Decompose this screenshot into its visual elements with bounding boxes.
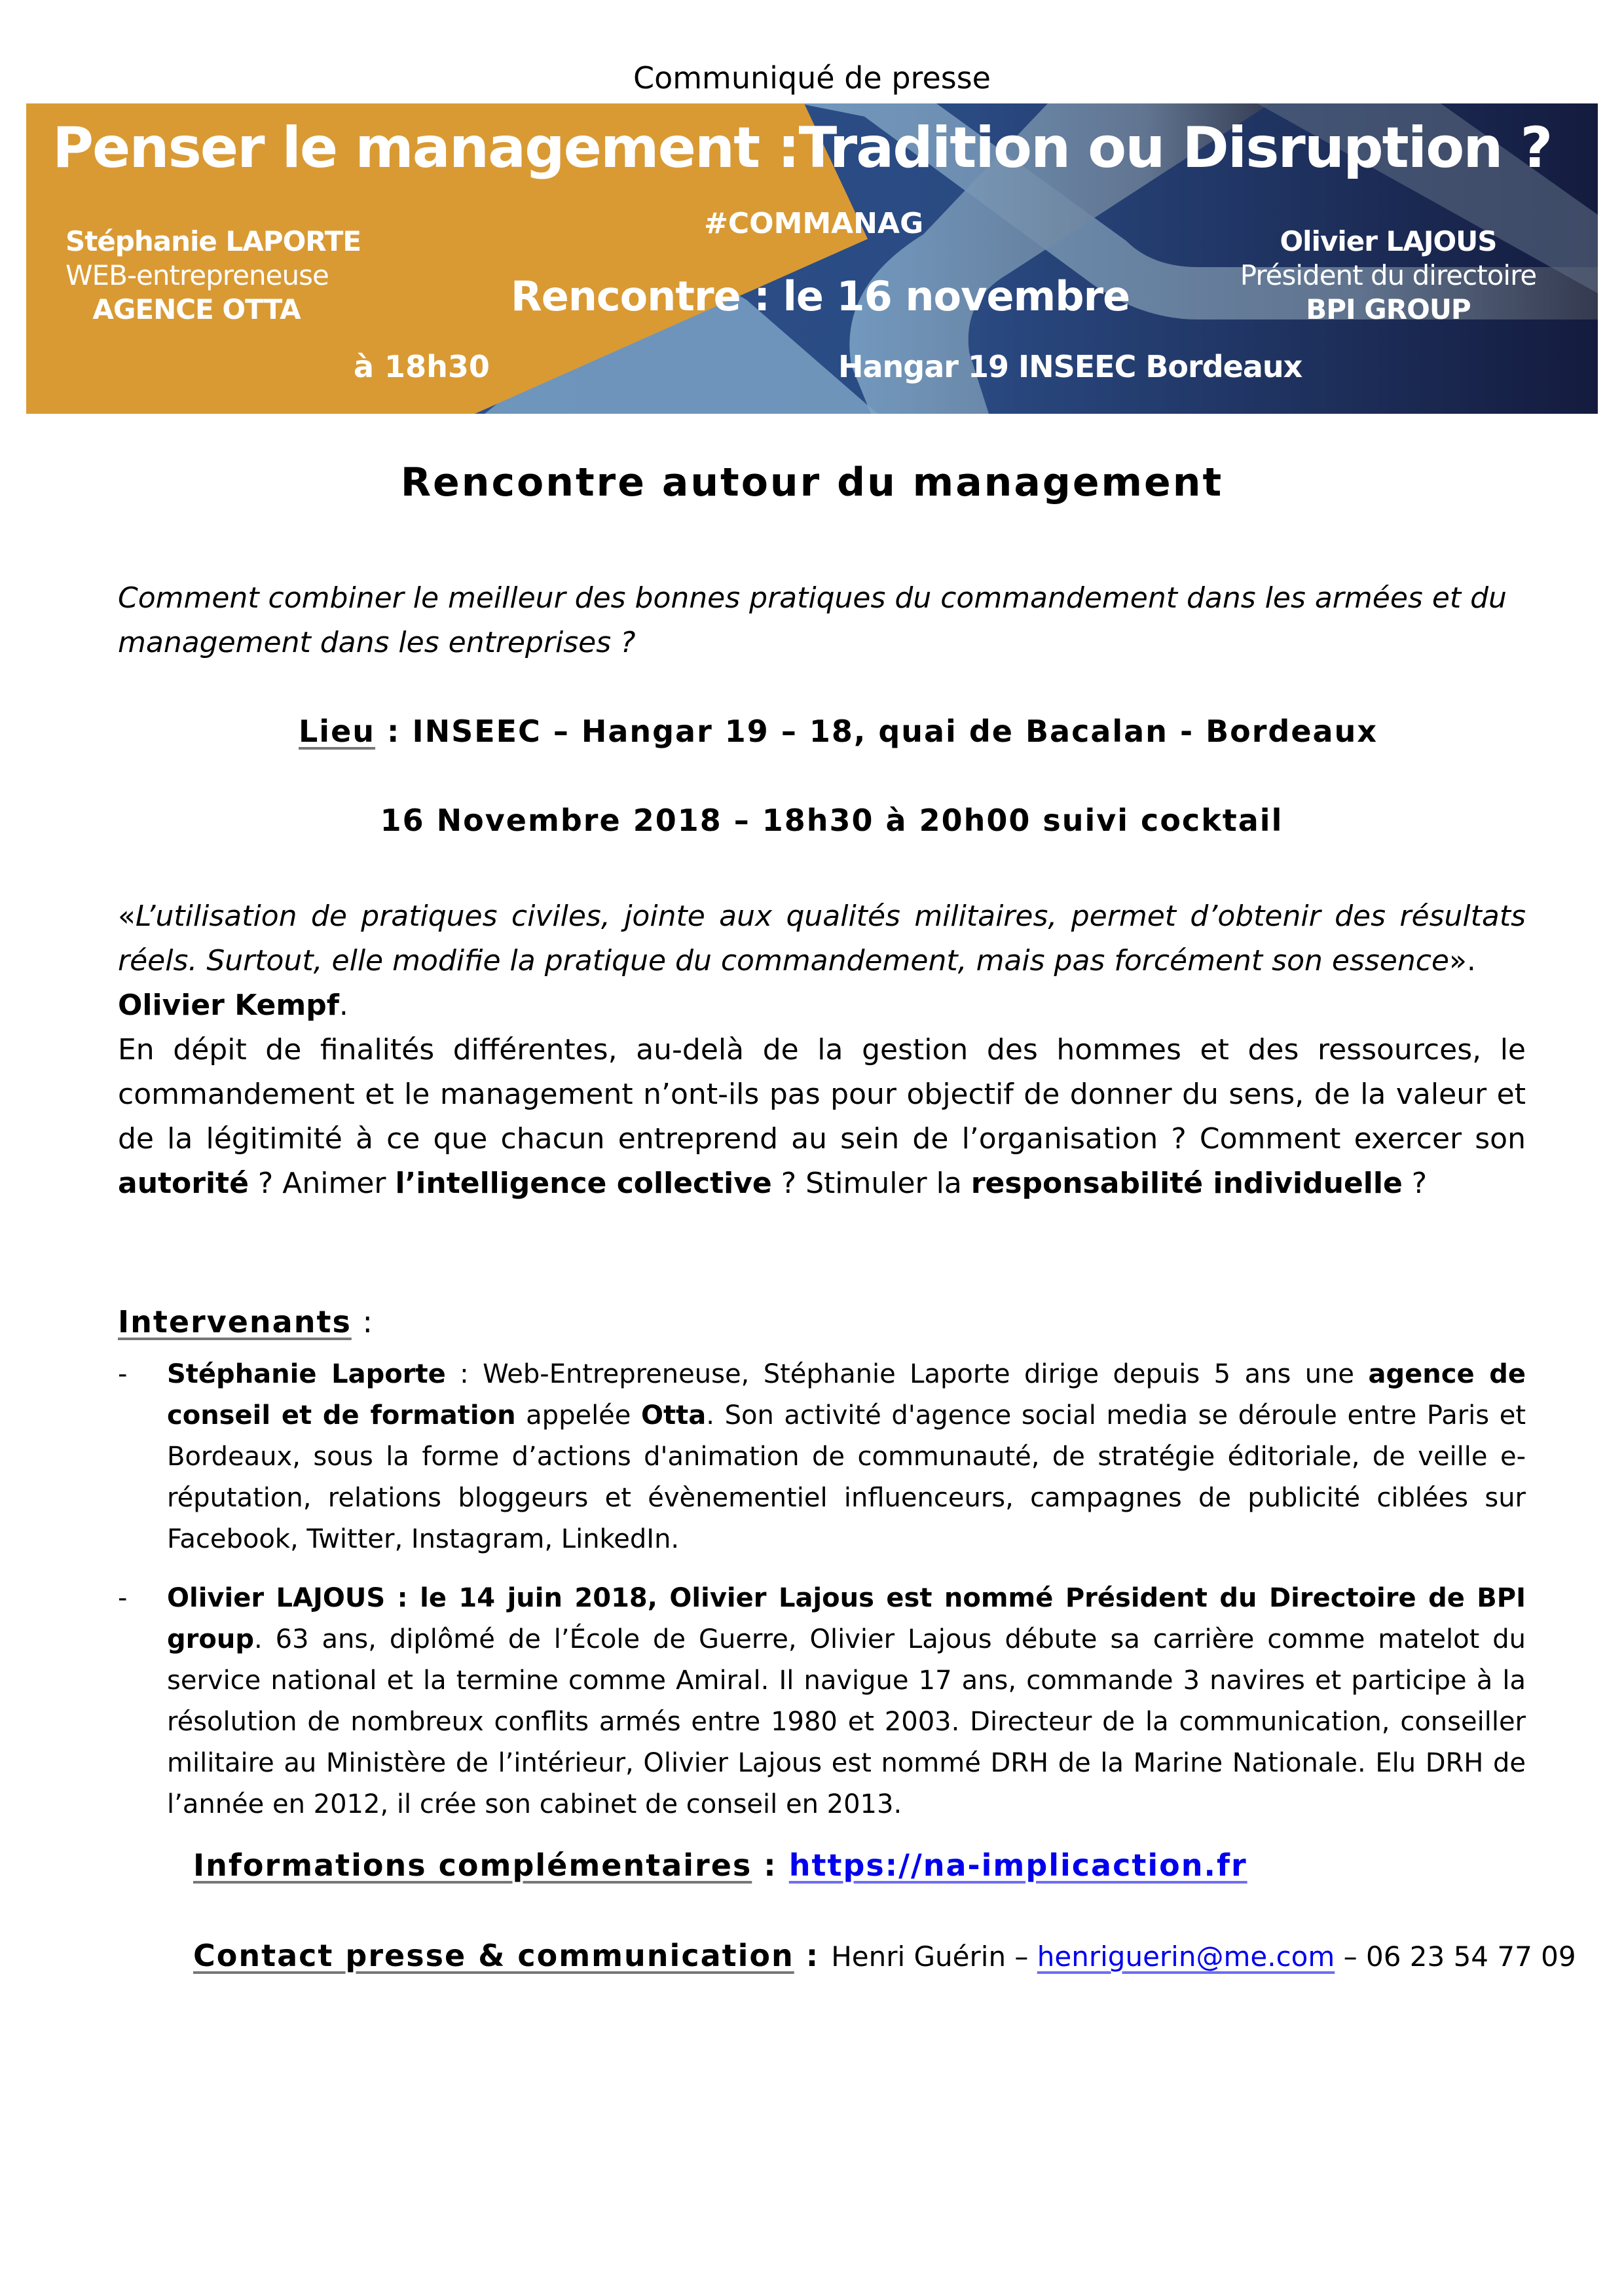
banner-date: Rencontre : le 16 novembre (511, 272, 1130, 320)
bullet-dash: - (118, 1359, 128, 1389)
right-speaker-name: Olivier LAJOUS (1280, 225, 1497, 257)
more-info-line (193, 1848, 1247, 1883)
speakers-heading (118, 1304, 374, 1339)
speaker-text: : Web-Entrepreneuse, Stéphanie Laporte dirige depuis 5 ans une (445, 1359, 1369, 1389)
press-contact-phone: – 06 23 54 77 09 (1335, 1941, 1576, 1973)
speaker-bold-text: : le 14 juin 2018, Olivier Lajous est nommé Président du Directoire de BPI group (167, 1583, 1526, 1654)
right-speaker-role: Président du directoire (1240, 259, 1537, 291)
press-contact-name: Henri Guérin – (831, 1941, 1037, 1973)
press-contact-separator: : (794, 1938, 832, 1973)
website-link[interactable]: https://na-implicaction.fr (788, 1848, 1247, 1883)
quote-author: Olivier Kempf (118, 989, 339, 1022)
speaker-text: . Son activité d'agence social media se déroule entre Paris et Bordeaux, sous la forme d’actions d'animation de communauté, de stratégie éditoriale, de veille e-réputation, relations bloggeurs et évènementiel influenceurs, campagnes de publicité ciblées sur Facebook, Twitter, Instagram, LinkedIn. (167, 1400, 1526, 1554)
banner-title: Penser le management :Tradition ou Disruption ? (52, 115, 1552, 181)
paragraph-text: ? Animer (248, 1167, 396, 1200)
banner-venue: Hangar 19 INSEEC Bordeaux (838, 349, 1302, 384)
banner-time: à 18h30 (354, 349, 490, 384)
speaker-bold-text: Otta (641, 1400, 707, 1430)
speaker-list-item (118, 1578, 1526, 1825)
location-text: : INSEEC – Hangar 19 – 18, quai de Bacalan - Bordeaux (375, 714, 1378, 749)
location-line (26, 714, 1624, 749)
more-info-label: Informations complémentaires (193, 1848, 752, 1883)
paragraph-bold-authority: autorité (118, 1167, 249, 1200)
press-contact-line (193, 1938, 1576, 1973)
speaker-text: . 63 ans, diplômé de l’École de Guerre, Olivier Lajous débute sa carrière comme matelot du service national et la termine comme Amiral. Il navigue 17 ans, commande 3 navires et participe à la résolution de nombreux conflits armés entre 1980 et 2003. Directeur de la communication, conseiller militaire au Ministère de l’intérieur, Olivier Lajous est nommé DRH de la Marine Nationale. Elu DRH de l’année en 2012, il crée son cabinet de conseil en 2013. (167, 1624, 1526, 1819)
email-link[interactable]: henriguerin@me.com (1037, 1941, 1335, 1973)
paragraph-text: ? (1402, 1167, 1428, 1200)
left-speaker-role: WEB-entrepreneuse (65, 259, 329, 291)
press-contact-label: Contact presse & communication (193, 1938, 794, 1973)
bullet-dash: - (118, 1583, 128, 1613)
quote-block (118, 894, 1526, 1028)
quote-open: « (118, 900, 136, 933)
intro-question: Comment combiner le meilleur des bonnes pratiques du commandement dans les armées et du management dans les entreprises ? (118, 581, 1507, 659)
speaker-name: Olivier LAJOUS (167, 1583, 386, 1613)
banner-hashtag: #COMMANAG (704, 207, 924, 240)
date-line: 16 Novembre 2018 – 18h30 à 20h00 suivi cocktail (380, 803, 1283, 838)
paragraph-bold-responsibility: responsabilité individuelle (970, 1167, 1403, 1200)
document-header-label: Communiqué de presse (633, 60, 991, 96)
speakers-heading-label: Intervenants (118, 1304, 352, 1339)
speaker-text: appelée (515, 1400, 642, 1430)
quote-author-end: . (339, 989, 348, 1022)
speaker-list-item (118, 1354, 1526, 1560)
page-title: Rencontre autour du management (400, 460, 1224, 505)
paragraph-bold-intelligence: l’intelligence collective (395, 1167, 772, 1200)
speakers-heading-colon: : (351, 1304, 374, 1339)
paragraph-text: ? Stimuler la (771, 1167, 971, 1200)
speaker-bold-text: agence de conseil et de formation (167, 1359, 1526, 1430)
right-speaker-org: BPI GROUP (1306, 293, 1471, 325)
event-banner (26, 103, 1598, 414)
quote-close: ». (1449, 944, 1476, 977)
location-label: Lieu (299, 714, 376, 749)
speaker-name: Stéphanie Laporte (167, 1359, 446, 1389)
quote-text: L’utilisation de pratiques civiles, jointe aux qualités militaires, permet d’obtenir des résultats réels. Surtout, elle modifie la pratique du commandement, mais pas forcément son essence (118, 900, 1526, 977)
banner-left-speaker (65, 225, 361, 327)
left-speaker-name: Stéphanie LAPORTE (65, 225, 361, 257)
banner-right-speaker (1205, 225, 1572, 327)
body-paragraph (118, 1028, 1526, 1206)
left-speaker-org: AGENCE OTTA (92, 293, 301, 325)
more-info-separator: : (752, 1848, 789, 1883)
paragraph-text: En dépit de finalités différentes, au-delà de la gestion des hommes et des ressources, le commandement et le management n’ont-ils pas pour objectif de donner du sens, de la valeur et de la légitimité à ce que chacun entreprend au sein de l’organisation ? Comment exercer son (118, 1033, 1526, 1156)
